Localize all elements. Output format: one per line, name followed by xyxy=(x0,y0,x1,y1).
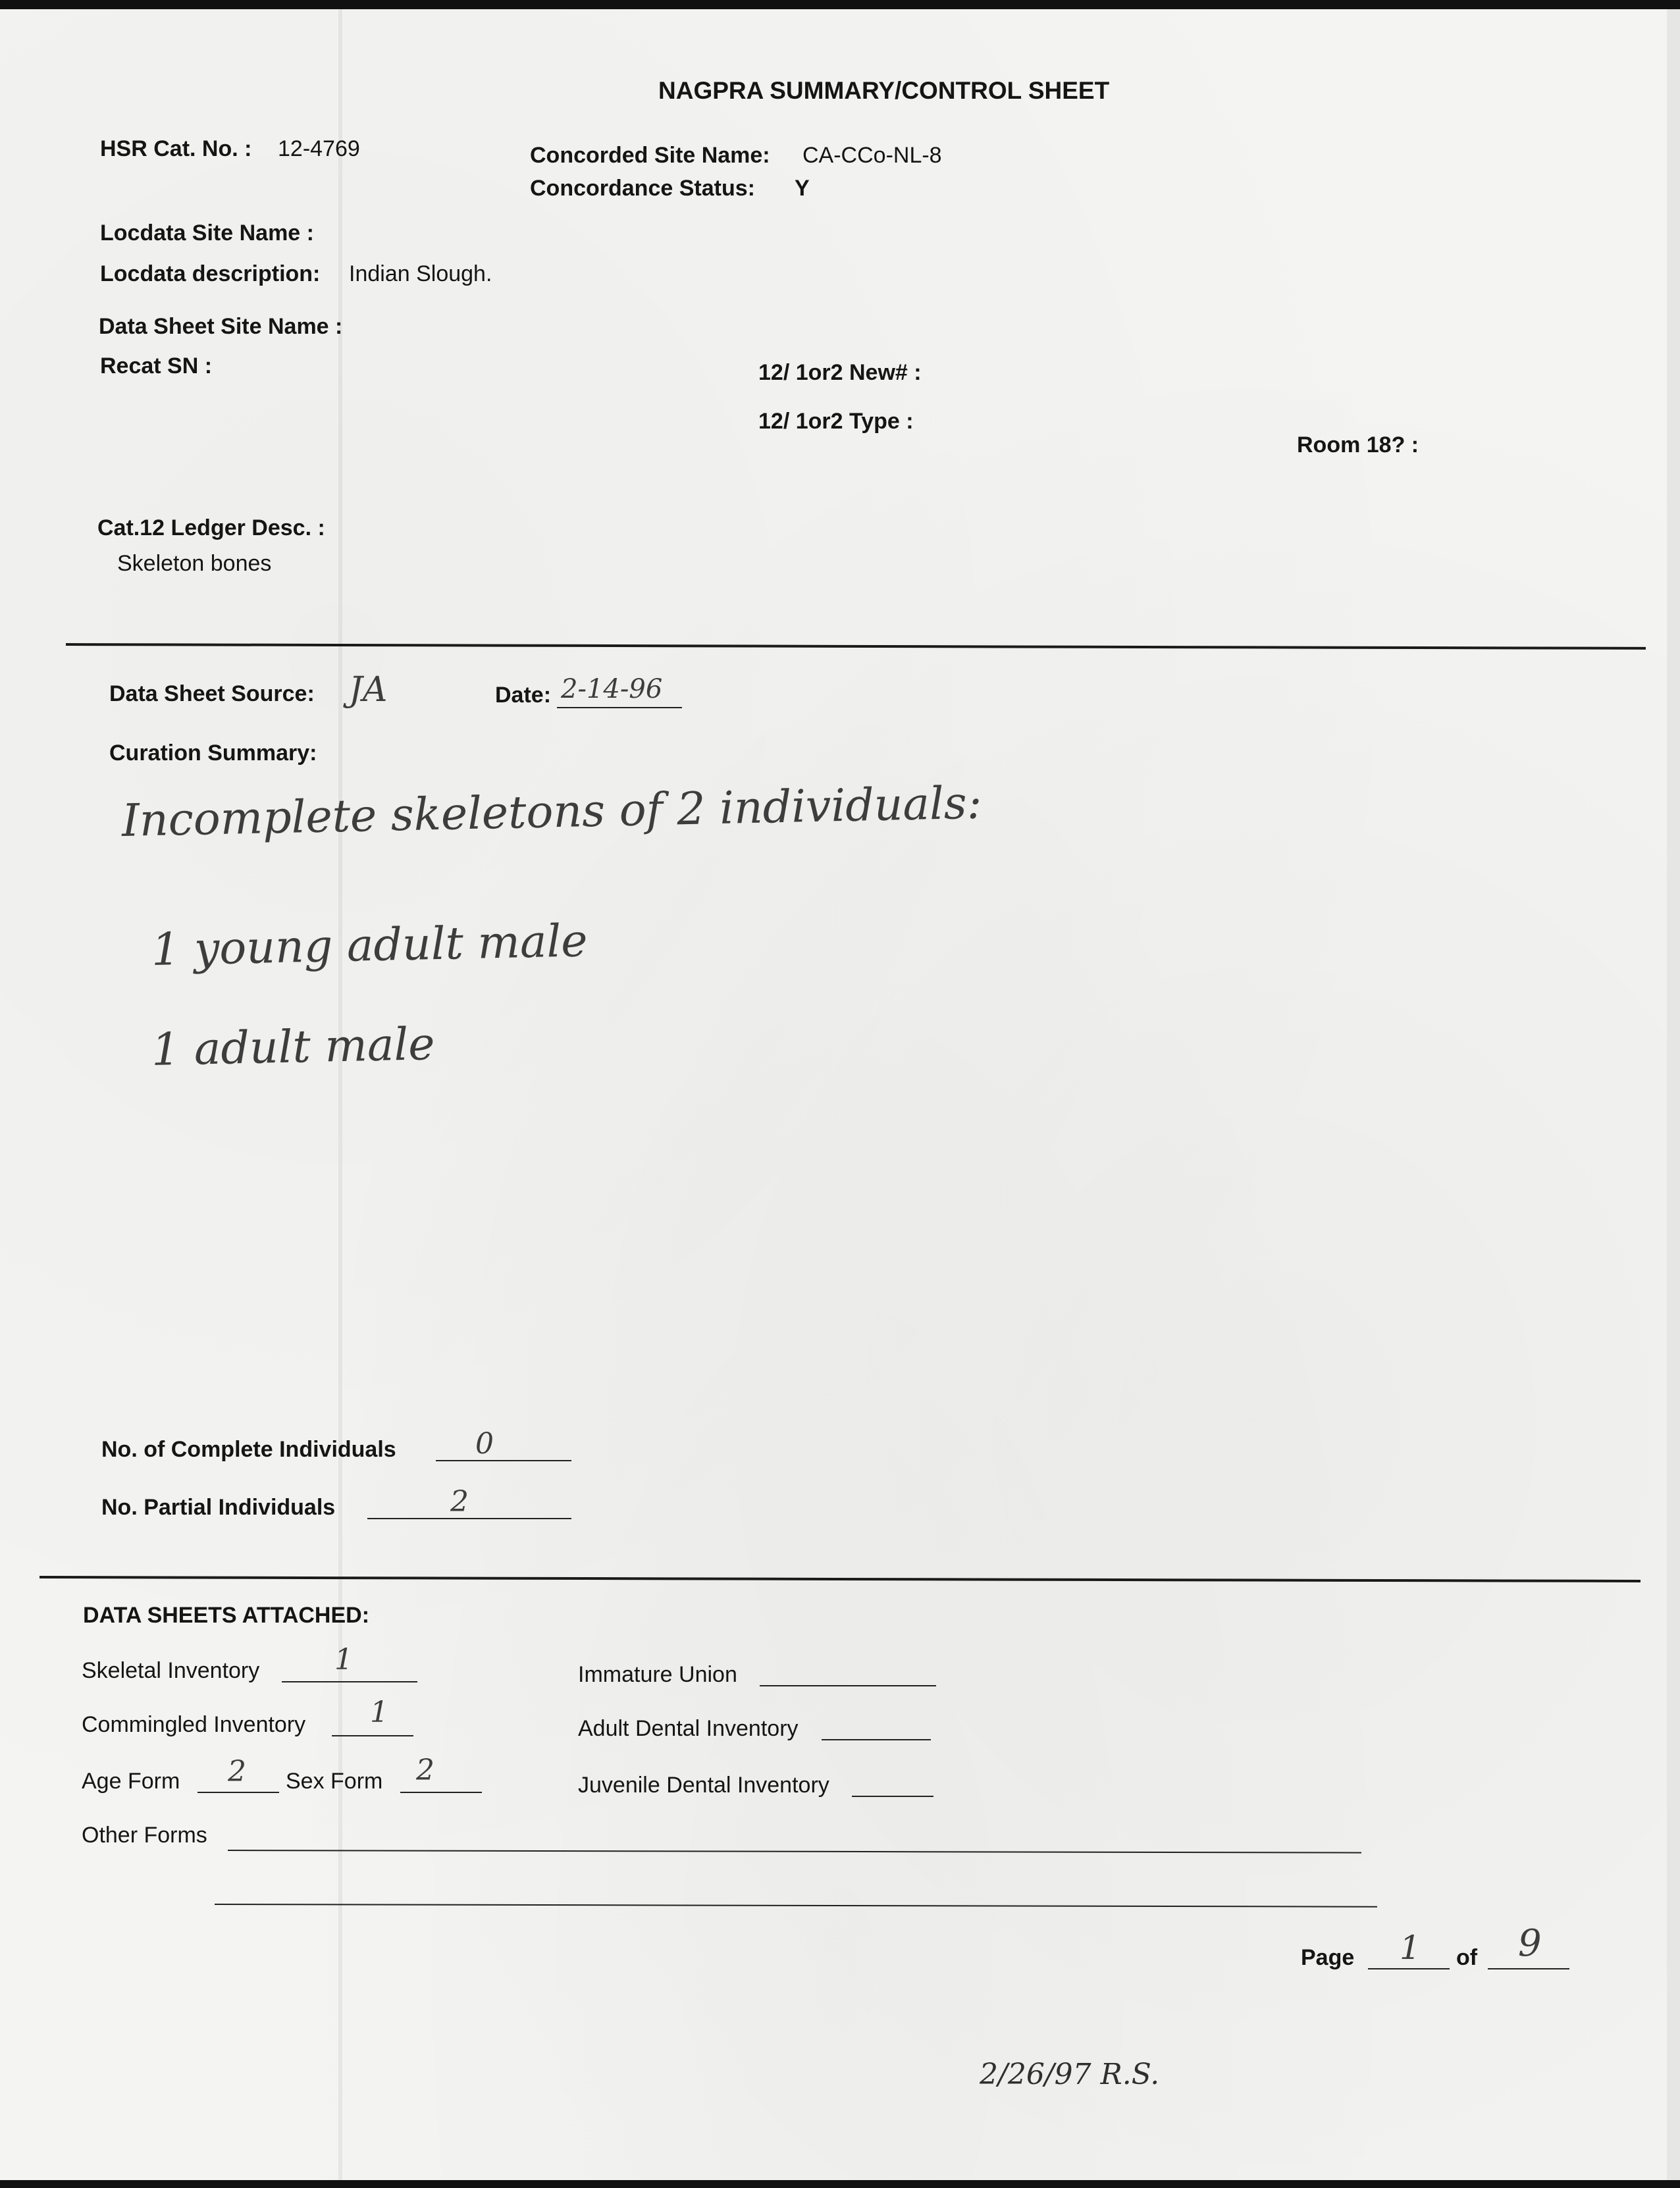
sex-form-line xyxy=(400,1792,482,1793)
adult-dental-line xyxy=(822,1739,931,1740)
hsr-cat-label: HSR Cat. No. : xyxy=(100,136,252,161)
scan-bottom-border xyxy=(0,2180,1680,2188)
commingled-inventory-label: Commingled Inventory xyxy=(82,1712,306,1737)
age-form-label: Age Form xyxy=(82,1769,180,1794)
complete-individuals-label: No. of Complete Individuals xyxy=(101,1437,396,1462)
complete-individuals-line xyxy=(436,1460,571,1461)
immature-union-label: Immature Union xyxy=(578,1662,737,1687)
signoff-note: 2/26/97 R.S. xyxy=(980,2058,1160,2091)
concorded-site-value: CA-CCo-NL-8 xyxy=(802,143,942,168)
concordance-status-label: Concordance Status: xyxy=(530,176,755,201)
partial-individuals-line xyxy=(367,1518,571,1519)
skeletal-inventory-line xyxy=(282,1681,417,1682)
page-number-value: 1 xyxy=(1400,1929,1421,1967)
other-forms-line xyxy=(228,1850,1361,1854)
data-sheet-site-name-label: Data Sheet Site Name : xyxy=(99,314,343,339)
commingled-inventory-value: 1 xyxy=(370,1696,388,1729)
juvenile-dental-line xyxy=(852,1796,933,1797)
scan-right-edge xyxy=(1667,9,1680,2180)
summary-line-1: Incomplete skeletons of 2 individuals: xyxy=(121,777,983,847)
other-forms-label: Other Forms xyxy=(82,1823,207,1848)
section-divider xyxy=(66,643,1646,650)
partial-individuals-value: 2 xyxy=(450,1485,469,1519)
complete-individuals-value: 0 xyxy=(475,1427,494,1461)
age-form-line xyxy=(197,1792,279,1793)
new-number-label: 12/ 1or2 New# : xyxy=(758,360,922,385)
locdata-description-label: Locdata description: xyxy=(100,261,321,286)
skeletal-inventory-value: 1 xyxy=(334,1643,353,1677)
curation-summary-label: Curation Summary: xyxy=(109,741,317,766)
of-label: of xyxy=(1456,1945,1478,1970)
type-label: 12/ 1or2 Type : xyxy=(758,409,914,434)
total-pages-value: 9 xyxy=(1518,1922,1542,1965)
section-divider xyxy=(39,1576,1641,1582)
date-value: 2-14-96 xyxy=(561,674,663,704)
concorded-site-label: Concorded Site Name: xyxy=(530,143,770,168)
ledger-desc-label: Cat.12 Ledger Desc. : xyxy=(97,515,325,540)
immature-union-line xyxy=(760,1685,936,1686)
partial-individuals-label: No. Partial Individuals xyxy=(101,1495,336,1520)
page-label: Page xyxy=(1301,1945,1355,1970)
adult-dental-label: Adult Dental Inventory xyxy=(578,1716,799,1741)
data-sheets-heading: DATA SHEETS ATTACHED: xyxy=(83,1603,370,1628)
hsr-cat-value: 12-4769 xyxy=(278,136,360,161)
summary-line-3: 1 adult male xyxy=(151,1018,436,1076)
data-sheet-source-value: JA xyxy=(349,670,388,710)
commingled-inventory-line xyxy=(332,1735,413,1736)
page-number-line xyxy=(1368,1968,1450,1969)
summary-line-2: 1 young adult male xyxy=(151,915,589,976)
total-pages-line xyxy=(1488,1968,1569,1969)
concordance-status-value: Y xyxy=(795,176,810,201)
page-title: NAGPRA SUMMARY/CONTROL SHEET xyxy=(658,77,1110,104)
date-label: Date: xyxy=(495,683,552,708)
sex-form-value: 2 xyxy=(416,1754,434,1787)
other-forms-line-2 xyxy=(215,1904,1377,1908)
ledger-desc-value: Skeleton bones xyxy=(117,551,272,576)
recat-sn-label: Recat SN : xyxy=(100,353,213,378)
date-underline xyxy=(557,707,682,708)
sex-form-label: Sex Form xyxy=(286,1769,383,1794)
juvenile-dental-label: Juvenile Dental Inventory xyxy=(578,1773,829,1798)
room-18-label: Room 18? : xyxy=(1297,432,1419,457)
skeletal-inventory-label: Skeletal Inventory xyxy=(82,1658,260,1683)
locdata-site-name-label: Locdata Site Name : xyxy=(100,221,314,246)
age-form-value: 2 xyxy=(228,1755,246,1788)
locdata-description-value: Indian Slough. xyxy=(349,261,492,286)
scan-top-border xyxy=(0,0,1680,9)
data-sheet-source-label: Data Sheet Source: xyxy=(109,681,315,706)
